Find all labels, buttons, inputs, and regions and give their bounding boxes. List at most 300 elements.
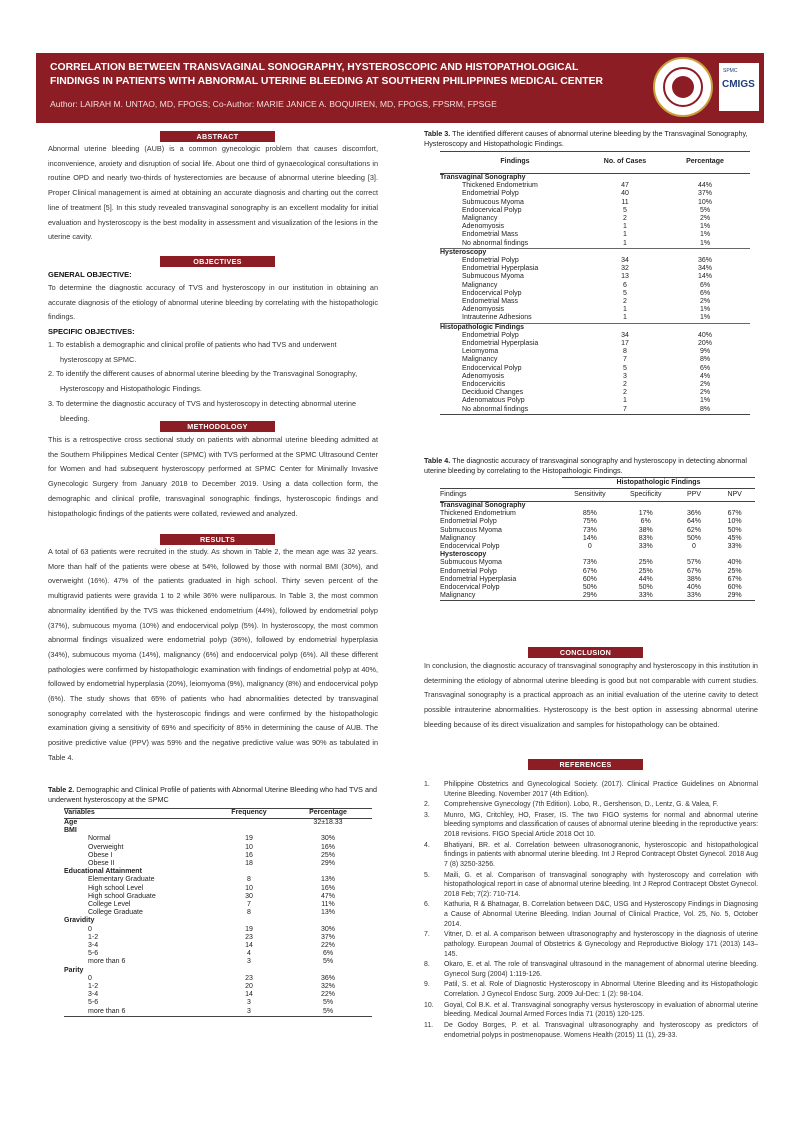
t2-frequency-cell: 14: [245, 942, 253, 950]
t3-percentage-cell: [660, 248, 750, 257]
t2-percentage-cell: 30%: [320, 835, 335, 843]
t3-cases-cell: 40: [621, 190, 629, 198]
t3-col-percentage: Percentage: [660, 152, 750, 174]
table-row: [64, 958, 372, 966]
t2-percentage-cell: 5%: [284, 1008, 372, 1017]
t2-variable-cell: Parity: [64, 966, 84, 974]
t2-frequency-cell: 3: [247, 999, 251, 1007]
table4-caption-label: Table 4.: [424, 456, 451, 465]
t4-value-cell: [562, 551, 618, 559]
t3-percentage-cell: 1%: [699, 314, 711, 322]
t2-frequency-cell: 4: [247, 950, 251, 958]
t4-finding-cell: Malignancy: [440, 592, 562, 601]
reference-number: 2.: [424, 801, 430, 809]
table-row: [440, 273, 750, 281]
t3-finding-cell: No abnormal findings: [462, 239, 529, 247]
table-row: [64, 835, 372, 843]
reference-text: Okaro, E. et al. The role of transvaginal ultrasound in the management of abnormal uterine bleeding. Gynecol Surg (2004) 1:119-126.: [444, 961, 758, 978]
t4-value-cell: 38%: [686, 575, 701, 583]
t4-value-cell: 44%: [638, 575, 653, 583]
table-row: [440, 240, 750, 249]
t3-finding-cell: Malignancy: [462, 281, 498, 289]
t2-col-variables: Variables: [64, 809, 214, 819]
t4-finding-cell: Hysteroscopy: [440, 551, 487, 559]
t3-percentage-cell: 14%: [697, 273, 712, 281]
t3-cases-cell: 1: [623, 223, 627, 231]
reference-number: 6.: [424, 901, 430, 909]
t2-col-percentage: Percentage: [284, 809, 372, 819]
t2-col-frequency: Frequency: [214, 809, 284, 819]
reference-item: [424, 871, 758, 900]
table-row: [440, 348, 750, 356]
t4-finding-cell: Malignancy: [440, 534, 476, 542]
t3-cases-cell: 5: [623, 364, 627, 372]
t2-frequency-cell: [214, 819, 284, 828]
t4-value-cell: 29%: [562, 592, 618, 601]
abstract-text: Abnormal uterine bleeding (AUB) is a common gynecologic problem that causes discomfort, inconvenience, anxiety and disruption of social life. About one third of gynaecological consultations in routine OPD and nearly two-thirds of hysterectomies are because of abnormal uterine bleeding [3]. Proper Clinical management is aimed at obtaining an accurate diagnosis and charting out the correct line of treatment [5]. In this study revealed transvaginal sonography is an excellent modality for initial evaluation and hysteroscopy is the best modality in assessment and visualization of the lesions in the uterine cavity.: [48, 144, 378, 242]
references-list: [424, 780, 758, 1041]
table-row: [64, 852, 372, 860]
t2-variable-cell: 5-6: [88, 999, 99, 1007]
reference-text: Philippine Obstetrics and Gynecological Society. (2017). Clinical Practice Guidelines on Abnormal Uterine Bleeding. November 2017 (4th Edition).: [444, 781, 758, 798]
t3-finding-cell: Submucous Myoma: [462, 273, 524, 281]
t4-value-cell: 6%: [640, 518, 651, 526]
t2-frequency-cell: 16: [245, 851, 253, 859]
table-row: [440, 543, 755, 551]
reference-number: 9.: [424, 981, 430, 989]
t3-cases-cell: 17: [621, 340, 629, 348]
t3-cases-cell: [590, 174, 660, 183]
t4-value-cell: [618, 551, 674, 559]
t3-percentage-cell: 2%: [699, 298, 711, 306]
t3-percentage-cell: 36%: [697, 257, 712, 265]
t3-cases-cell: 13: [621, 273, 629, 281]
t4-value-cell: 0: [587, 543, 592, 551]
t2-percentage-cell: 5%: [322, 999, 334, 1007]
t2-percentage-cell: 25%: [320, 851, 335, 859]
t4-value-cell: 0: [692, 543, 696, 551]
t3-cases-cell: 11: [621, 198, 629, 206]
table-row: [64, 819, 372, 828]
t3-percentage-cell: 10%: [697, 198, 712, 206]
t2-percentage-cell: 29%: [320, 860, 335, 868]
t2-percentage-cell: 47%: [320, 892, 335, 900]
t4-value-cell: 33%: [618, 592, 674, 601]
t4-value-cell: [618, 502, 674, 511]
t4-col-ppv: PPV: [674, 489, 715, 502]
t3-finding-cell: Endometrial Mass: [462, 231, 519, 239]
t2-percentage-cell: [284, 868, 372, 876]
t3-percentage-cell: 8%: [699, 356, 711, 364]
t2-percentage-cell: 32±18.33: [313, 819, 343, 826]
table-row: [440, 365, 750, 373]
table3-caption-label: Table 3.: [424, 129, 451, 138]
t4-value-cell: [674, 502, 715, 511]
t3-percentage-cell: 40%: [697, 331, 712, 339]
t3-finding-cell: Adenomyosis: [462, 372, 505, 380]
t2-variable-cell: Elementary Graduate: [88, 876, 155, 884]
t4-value-cell: 38%: [638, 526, 653, 534]
table-row: [440, 174, 750, 183]
table-row: [440, 559, 755, 567]
table-row: [440, 257, 750, 265]
methodology-banner: METHODOLOGY: [160, 421, 275, 432]
t4-col-findings: Findings: [440, 489, 562, 502]
t2-percentage-cell: 22%: [320, 942, 335, 950]
table2-caption-label: Table 2.: [48, 785, 75, 794]
methodology-text: This is a retrospective cross sectional study on patients with abnormal uterine bleeding admitted at the Southern Philippines Medical Center (SPMC) with TVS performed at the SPMC Ultrasound Center for Women and had subsequent hysteroscopy performed at SPMC Center for Minimally Invasive Gynecologic Surgery from January 2018 to December 2019. Using a data collection form, the demographic and clinical profile, transvaginal sonographic findings, hysteroscopic findings and histopathologic findings of the patients were collated, reviewed and analyzed.: [48, 435, 378, 518]
t2-frequency-cell: 19: [245, 835, 253, 843]
t4-col-npv: NPV: [714, 489, 755, 502]
t4-finding-cell: Submucous Myoma: [440, 526, 502, 534]
t4-value-cell: 85%: [582, 510, 597, 518]
t2-frequency-cell: 19: [245, 925, 253, 933]
t2-percentage-cell: 16%: [320, 843, 335, 851]
t3-cases-cell: 2: [623, 298, 627, 306]
t4-value-cell: [714, 502, 755, 511]
t3-finding-cell: Endometrial Mass: [462, 298, 519, 306]
table-row: [440, 182, 750, 190]
t3-finding-cell: Endocervical Polyp: [462, 364, 522, 372]
t3-cases-cell: 47: [621, 182, 629, 190]
t2-percentage-cell: [284, 827, 372, 835]
t3-cases-cell: 34: [621, 331, 629, 339]
t3-cases-cell: [590, 248, 660, 257]
t3-percentage-cell: 2%: [699, 215, 711, 223]
reference-item: [424, 780, 758, 799]
t4-value-cell: 29%: [714, 592, 755, 601]
t4-value-cell: 40%: [727, 559, 742, 567]
reference-item: [424, 1021, 758, 1040]
diagnostic-accuracy-table: [440, 477, 755, 601]
results-banner: RESULTS: [160, 534, 275, 545]
table-row: [64, 975, 372, 983]
t3-finding-cell: Adenomyosis: [462, 306, 505, 314]
t3-finding-cell: Transvaginal Sonography: [440, 174, 526, 181]
t2-percentage-cell: [284, 967, 372, 975]
t4-finding-cell: Endocervical Polyp: [440, 584, 500, 592]
reference-item: [424, 900, 758, 929]
t4-value-cell: 50%: [582, 584, 597, 592]
t2-variable-cell: BMI: [64, 827, 77, 835]
reference-number: 8.: [424, 961, 430, 969]
institution-seal-logo: [653, 57, 713, 117]
t4-value-cell: 83%: [638, 534, 653, 542]
t3-finding-cell: Adenomyosis: [462, 223, 505, 231]
t3-col-findings: Findings: [440, 152, 590, 174]
t2-frequency-cell: 10: [245, 843, 253, 851]
reference-text: Vitner, D. et al. A comparison between ultrasonography and hysteroscopy in the diagnosis of uterine pathology. European Journal of Obstetrics & Gynecology and Reproductive Biology 171 (2013) 143–145.: [444, 931, 758, 958]
t2-variable-cell: High school Graduate: [88, 892, 156, 900]
reference-text: Kathuria, R & Bhatnagar, B. Correlation between D&C, USG and Hysteroscopy Findings in Diagnosing a Cause of Abnormal Uterine Bleeding. Indian Journal of Clinical Practice, Vol. 25, No. 5, October 2014.: [444, 901, 758, 928]
reference-text: Bhatiyani, BR. et al. Correlation between ultrasonogranonic, hysteroscopic and histopathological findings in patients with abnormal uterine bleeding. Int J Reprod Contracept Obstet Gynecol. 2018 Aug 7 (8) 3250-3256.: [444, 841, 758, 869]
reference-text: Comprehensive Gynecology (7th Edition). Lobo, R., Gershenson, D., Lentz, G. & Valea, F.: [444, 801, 719, 809]
t2-percentage-cell: 6%: [322, 950, 334, 958]
t3-finding-cell: Malignancy: [462, 215, 498, 223]
t3-cases-cell: 3: [623, 372, 627, 380]
reference-item: [424, 811, 758, 840]
t4-value-cell: 75%: [582, 518, 597, 526]
t3-cases-cell: 5: [623, 206, 627, 214]
table-row: [440, 282, 750, 290]
table-row: [64, 909, 372, 917]
table-row: [440, 381, 750, 389]
table-row: [440, 551, 755, 559]
t2-frequency-cell: [214, 827, 284, 835]
reference-item: [424, 930, 758, 959]
t3-finding-cell: Submucous Myoma: [462, 198, 524, 206]
table-row: [64, 844, 372, 852]
reference-number: 4.: [424, 841, 430, 849]
t2-variable-cell: Obese I: [88, 851, 113, 859]
t2-frequency-cell: 23: [245, 974, 253, 982]
t2-frequency-cell: 10: [245, 884, 253, 892]
t4-value-cell: 60%: [727, 584, 742, 592]
table-row: [440, 248, 750, 257]
t4-value-cell: 25%: [727, 567, 742, 575]
t3-cases-cell: 2: [623, 381, 627, 389]
t3-finding-cell: Endometrial Polyp: [462, 190, 519, 198]
table-row: [440, 592, 755, 601]
t2-percentage-cell: 36%: [320, 974, 335, 982]
t2-frequency-cell: 8: [247, 909, 251, 917]
table-row: [64, 967, 372, 975]
t2-variable-cell: Age: [64, 819, 78, 826]
t4-value-cell: 36%: [686, 510, 701, 518]
t3-finding-cell: Thickened Endometrium: [462, 182, 538, 190]
cmigs-logo-small-text: SPMC: [723, 68, 738, 74]
reference-number: 10.: [424, 1001, 434, 1009]
t3-cases-cell: 1: [623, 397, 627, 405]
reference-item: [424, 980, 758, 999]
t4-value-cell: 50%: [686, 534, 701, 542]
t3-percentage-cell: 8%: [660, 406, 750, 415]
references-banner: REFERENCES: [528, 759, 643, 770]
t3-percentage-cell: 1%: [699, 306, 711, 314]
t4-value-cell: 67%: [727, 510, 742, 518]
t3-finding-cell: Deciduoid Changes: [462, 389, 524, 397]
specific-objective-item: 3. To determine the diagnostic accuracy of TVS and hysteroscopy in detecting abnormal uterine bleeding.: [48, 398, 356, 423]
t3-cases-cell: [590, 323, 660, 332]
t2-frequency-cell: [214, 868, 284, 876]
t2-body: [64, 819, 372, 1017]
t2-variable-cell: 0: [88, 974, 92, 982]
t4-value-cell: 67%: [727, 575, 742, 583]
t2-variable-cell: more than 6: [64, 1008, 214, 1017]
reference-text: Maili, G. et al. Comparison of transvaginal sonography with hysteroscopy and correlation with histopathological report in case of abnormal uterine bleeding. Int J Reprod Contracept Obstet Gynecol. 2018 Feb; 7(2): 710-714.: [444, 871, 758, 898]
specific-objectives-heading: SPECIFIC OBJECTIVES:: [48, 327, 135, 336]
t4-finding-cell: Endocervical Polyp: [440, 543, 500, 551]
t4-value-cell: 67%: [582, 567, 597, 575]
t3-percentage-cell: 34%: [697, 265, 712, 273]
t4-value-cell: 33%: [638, 543, 653, 551]
t4-value-cell: 45%: [727, 534, 742, 542]
table-row: [440, 527, 755, 535]
t3-cases-cell: 1: [623, 314, 627, 322]
table-row: [440, 510, 755, 518]
t2-frequency-cell: 14: [245, 991, 253, 999]
table2-caption: [48, 785, 378, 804]
demographic-profile-table: [64, 808, 372, 1017]
table-row: [64, 868, 372, 876]
reference-item: [424, 800, 758, 810]
conclusion-text: In conclusion, the diagnostic accuracy of transvaginal sonography and hysteroscopy in this institution in determining the etiology of abnormal uterine bleeding is good but not comparable with current studies. Transvaginal sonography is a practical approach as an initial evaluation of the uterine cavity to detect possible intrauterine abnormalities. Hysteroscopy is the best option in assessing abnormal uterine bleeding because of its direct visualization and samples for histopathology can be obtained.: [424, 661, 758, 729]
table-row: [440, 332, 750, 340]
table-row: [64, 860, 372, 868]
t4-finding-cell: Endometrial Polyp: [440, 567, 497, 575]
conclusion-banner: CONCLUSION: [528, 647, 643, 658]
t3-percentage-cell: 44%: [697, 182, 712, 190]
t2-variable-cell: Normal: [88, 835, 111, 843]
table-row: [440, 314, 750, 323]
poster-title: CORRELATION BETWEEN TRANSVAGINAL SONOGRAPHY, HYSTEROSCOPIC AND HISTOPATHOLOGICAL FINDINGS IN PATIENTS WITH ABNORMAL UTERINE BLEEDING AT SOUTHERN PHILIPPINES MEDICAL CENTER: [50, 62, 604, 87]
table-row: [64, 885, 372, 893]
t3-finding-cell: Endometrial Polyp: [462, 257, 519, 265]
table-row: [440, 389, 750, 397]
t4-finding-cell: Submucous Myoma: [440, 559, 502, 567]
table-row: [440, 231, 750, 239]
t3-finding-cell: Endometrial Hyperplasia: [462, 340, 539, 348]
t2-percentage-cell: 32%: [320, 983, 335, 991]
t3-percentage-cell: 37%: [697, 190, 712, 198]
specific-objective-item: 2. To identify the different causes of abnormal uterine bleeding by the Transvaginal Sonography, Hysteroscopy and Histopathologic Findings.: [48, 369, 358, 394]
t3-finding-cell: Hysteroscopy: [440, 248, 590, 257]
t2-variable-cell: 3-4: [88, 942, 99, 950]
t3-finding-cell: Malignancy: [462, 356, 498, 364]
t4-value-cell: 14%: [582, 534, 597, 542]
t4-super-spacer: [440, 478, 562, 489]
t4-value-cell: 25%: [638, 567, 653, 575]
table-row: [440, 518, 755, 526]
t4-value-cell: 60%: [582, 575, 597, 583]
t4-value-cell: 50%: [638, 584, 653, 592]
t4-finding-cell: Thickened Endometrium: [440, 510, 516, 518]
t4-finding-cell: Endometrial Polyp: [440, 518, 497, 526]
t4-value-cell: 57%: [686, 559, 701, 567]
t2-frequency-cell: 7: [247, 901, 251, 909]
t3-percentage-cell: 1%: [699, 223, 711, 231]
table-row: [64, 827, 372, 835]
table-row: [440, 223, 750, 231]
t2-variable-cell: 0: [88, 925, 92, 933]
table-row: [440, 215, 750, 223]
t3-cases-cell: 5: [623, 289, 627, 297]
reference-item: [424, 1001, 758, 1020]
t2-percentage-cell: 13%: [320, 876, 335, 884]
t3-cases-cell: 2: [623, 389, 627, 397]
t2-variable-cell: Gravidity: [64, 917, 95, 925]
t3-percentage-cell: 5%: [699, 206, 711, 214]
t2-frequency-cell: 18: [245, 860, 253, 868]
t3-percentage-cell: 2%: [699, 389, 711, 397]
t3-percentage-cell: 4%: [699, 372, 711, 380]
table-row: [64, 901, 372, 909]
table4-caption: [424, 456, 758, 475]
abstract-banner: ABSTRACT: [160, 131, 275, 142]
t4-col-specificity: Specificity: [618, 489, 674, 502]
table-row: [64, 934, 372, 942]
t3-percentage-cell: 6%: [699, 364, 711, 372]
t2-percentage-cell: 16%: [320, 884, 335, 892]
table-row: [440, 535, 755, 543]
table-row: [440, 340, 750, 348]
reference-number: 1.: [424, 781, 430, 788]
t2-frequency-cell: 30: [245, 892, 253, 900]
t4-col-sensitivity: Sensitivity: [562, 489, 618, 502]
t3-percentage-cell: 1%: [699, 397, 711, 405]
t4-value-cell: 40%: [686, 584, 701, 592]
table-row: [64, 983, 372, 991]
t3-finding-cell: Endocervical Polyp: [462, 206, 522, 214]
table-row: [440, 265, 750, 273]
poster-authors: Author: LAIRAH M. UNTAO, MD, FPOGS; Co-Author: MARIE JANICE A. BOQUIREN, MD, FPOGS, FPSRM, FPSGE: [50, 99, 497, 109]
table4-caption-text: The diagnostic accuracy of transvaginal sonography and hysteroscopy in detecting abnormal uterine bleeding by correlating to the Histopathologic Findings.: [424, 456, 747, 475]
causes-findings-table: [440, 151, 750, 415]
t2-percentage-cell: 30%: [320, 925, 335, 933]
t4-value-cell: 17%: [638, 510, 653, 518]
t4-value-cell: 64%: [686, 518, 701, 526]
table-row: [440, 306, 750, 314]
t3-percentage-cell: 1%: [699, 231, 711, 239]
results-text: A total of 63 patients were recruited in the study. As shown in Table 2, the mean age was 32 years. More than half of the patients were obese at 54%, followed by those with normal BMI (30%), and overweight (16%). 47% of the patients graduated in high school. Thirty seven percent of the multigravid patients were gravida 1 to 2 while 36% were nulliparous. In Table 3, the most common abnormality identified by the TVS was thickened endometrium (44%), followed by endometrial polyp (37%), submucous myoma (10%) and endocervical polyp (5%). In hysteroscopy, the most common abnormal findings visualized were endometrial polyp (36%), followed by endometrial hyperplasia (34%), submucous myoma (14%), malignancy (6%) and endocervical polyp (6%). All these different pathologies were confirmed by histopathologic examination with findings of endometrial polyp at 40%, followed by endometrial hyperplasia (20%), leiomyoma (9%), malignancy (8%) and endocervical polyp (6%). The study shows that 65% of patients who had abnormalities detected by transvaginal sonography correlated with the hysteroscopic findings and were confirmed by the histopathologic examination giving a sensitivity of 69% and specificity of 85% in determining the cause of AUB. The positive predictive value (PPV) was 59% and the negative predictive value was 90% as tabulated in Table 4.: [48, 547, 378, 762]
t3-percentage-cell: [660, 323, 750, 332]
cmigs-logo-text: CMIGS: [722, 79, 755, 90]
t3-percentage-cell: 20%: [697, 340, 712, 348]
t3-finding-cell: Leiomyoma: [462, 348, 499, 356]
t2-frequency-cell: 3: [214, 1008, 284, 1017]
t2-variable-cell: Obese II: [88, 860, 115, 868]
reference-number: 7.: [424, 931, 430, 939]
t2-variable-cell: High school Level: [88, 884, 144, 892]
t4-value-cell: 62%: [686, 526, 701, 534]
t4-value-cell: 10%: [727, 518, 742, 526]
t2-percentage-cell: 13%: [320, 909, 335, 917]
t4-finding-cell: Transvaginal Sonography: [440, 502, 526, 509]
seal-core: [672, 76, 694, 98]
t3-percentage-cell: 6%: [699, 289, 711, 297]
objectives-banner: OBJECTIVES: [160, 256, 275, 267]
t3-body: [440, 174, 750, 415]
table-row: [440, 190, 750, 198]
general-objective-text: To determine the diagnostic accuracy of TVS and hysteroscopy in our institution in obtaining an accurate diagnosis of the etiology of abnormal uterine bleeding by correlating with the histopathologic findings.: [48, 283, 378, 322]
t2-variable-cell: College Graduate: [88, 909, 143, 917]
table2-caption-text: Demographic and Clinical Profile of patients with Abnormal Uterine Bleeding who had TVS and underwent hysteroscopy at the SPMC: [48, 785, 377, 804]
reference-number: 3.: [424, 811, 430, 819]
table-row: [440, 568, 755, 576]
table-row: [440, 298, 750, 306]
t3-cases-cell: 32: [621, 265, 629, 273]
table-row: [440, 356, 750, 364]
t3-percentage-cell: 1%: [699, 239, 711, 247]
general-objective-heading: GENERAL OBJECTIVE:: [48, 270, 132, 279]
table3-caption: [424, 129, 758, 148]
t2-variable-cell: 3-4: [88, 991, 99, 999]
table-row: [440, 323, 750, 332]
table-row: [64, 999, 372, 1007]
t3-cases-cell: 2: [623, 215, 627, 223]
table3-caption-text: The identified different causes of abnormal uterine bleeding by the Transvaginal Sonography, Hysteroscopy and Histopathologic Findings.: [424, 129, 748, 148]
t2-frequency-cell: [214, 917, 284, 925]
table-row: [64, 950, 372, 958]
t2-frequency-cell: [214, 967, 284, 975]
specific-objective-item: 1. To establish a demographic and clinical profile of patients who had TVS and underwent hysteroscopy at SPMC.: [48, 340, 337, 364]
t4-finding-cell: Endometrial Hyperplasia: [440, 575, 517, 583]
table-row: [440, 199, 750, 207]
t2-variable-cell: Overweight: [88, 843, 124, 851]
t2-frequency-cell: 3: [247, 958, 251, 966]
t4-value-cell: 33%: [674, 592, 715, 601]
table-row: [64, 917, 372, 925]
